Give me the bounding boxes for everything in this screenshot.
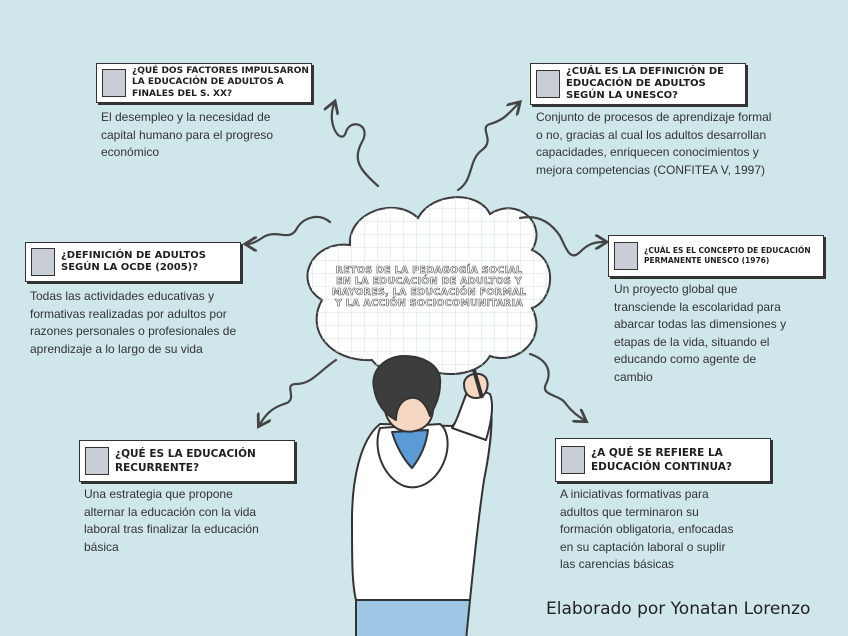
question-text: ¿DEFINICIÓN DE ADULTOS SEGÚN LA OCDE (2005)? xyxy=(61,250,206,273)
question-card-6 xyxy=(555,438,771,482)
question-card-5 xyxy=(79,440,295,482)
arrow-top-left xyxy=(332,104,378,186)
question-text: ¿CUÁL ES EL CONCEPTO DE EDUCACIÓN PERMANENTE UNESCO (1976) xyxy=(644,246,811,265)
answer-text-1: El desempleo y la necesidad de capital humano para el progreso económico xyxy=(101,110,274,159)
question-card-4 xyxy=(608,235,824,277)
answer-text-4: Un proyecto global que transciende la escolaridad para abarcar todas las dimensiones y etapas de la vida, situando el educando como agente de cambio xyxy=(614,282,787,384)
question-text: ¿CUÁL ES LA DEFINICIÓN DE EDUCACIÓN DE ADULTOS SEGÚN LA UNESCO? xyxy=(566,66,724,101)
arrow-bottom-right xyxy=(530,354,584,420)
checkbox-square-icon xyxy=(561,446,585,474)
arrow-left xyxy=(248,217,330,244)
answer-text-3: Todas las actividades educativas y formativas realizadas por adultos por razones personales o profesionales de aprendizaje a lo largo de su vida xyxy=(30,289,237,356)
question-card-1 xyxy=(96,63,312,103)
question-text: ¿QUÉ ES LA EDUCACIÓN RECURRENTE? xyxy=(115,448,256,474)
checkbox-square-icon xyxy=(536,70,560,98)
answer-text-2: Conjunto de procesos de aprendizaje formal o no, gracias al cual los adultos desarrollan capacidades, enriquecen conocimientos y mejora competencias (CONFITEA V, 1997) xyxy=(536,110,772,177)
person-illustration xyxy=(352,356,492,636)
checkbox-square-icon xyxy=(85,447,109,475)
question-card-3 xyxy=(25,242,241,282)
answer-text-6: A iniciativas formativas para adultos que terminaron su formación obligatoria, enfocadas en su captación laboral o suplir las carencias básicas xyxy=(560,487,734,571)
arrow-bottom-left xyxy=(260,360,336,424)
question-text: ¿QUÉ DOS FACTORES IMPULSARON LA EDUCACIÓN DE ADULTOS A FINALES DEL S. XX? xyxy=(132,65,309,99)
answer-text-5: Una estrategia que propone alternar la educación con la vida laboral tras finalizar la educación básica xyxy=(84,487,259,554)
question-text: ¿A QUÉ SE REFIERE LA EDUCACIÓN CONTINUA? xyxy=(591,447,732,473)
checkbox-square-icon xyxy=(31,248,55,276)
arrow-top-right xyxy=(458,104,518,190)
checkbox-square-icon xyxy=(614,242,638,270)
question-card-2 xyxy=(530,63,746,105)
checkbox-square-icon xyxy=(102,69,126,97)
center-title: RETOS DE LA PEDAGOGÍA SOCIAL EN LA EDUCACIÓN DE ADULTOS Y MAYORES, LA EDUCACIÓN FORMAL Y LA ACCIÓN SOCIOCOMUNITARIA xyxy=(331,265,527,309)
author-credit: Elaborado por Yonatan Lorenzo xyxy=(546,599,811,619)
